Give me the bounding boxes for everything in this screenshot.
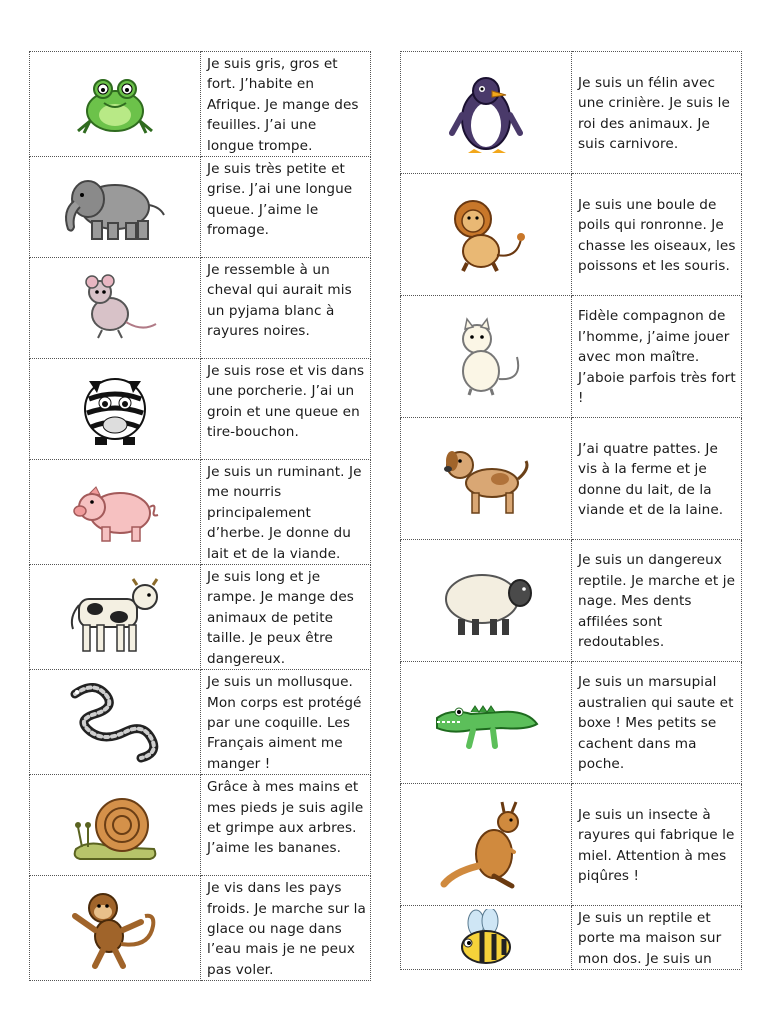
cow-icon: [65, 577, 165, 657]
card-text: Je suis un insecte à rayures qui fabrique le miel. Attention à mes piqûres !: [572, 784, 742, 906]
card-text: Je ressemble à un cheval qui aurait mis un pyjama blanc à rayures noires.: [201, 258, 371, 359]
snake-icon: [65, 680, 165, 764]
card-image-cell: [30, 258, 201, 359]
pig-icon: [68, 477, 163, 547]
penguin-icon: [446, 71, 526, 155]
lion-icon: [441, 195, 531, 275]
card-row: [401, 784, 742, 906]
card-row: [30, 775, 371, 876]
card-image-cell: [401, 784, 572, 906]
card-row: [30, 876, 371, 981]
card-text: Je suis une boule de poils qui ronronne. Je chasse les oiseaux, les poissons et les souris.: [572, 174, 742, 296]
bee-icon: [446, 909, 526, 967]
card-row: [30, 157, 371, 258]
mouse-icon: [70, 272, 160, 344]
frog-icon: [70, 69, 160, 139]
card-text: Je suis un dangereux reptile. Je marche et je nage. Mes dents affilées sont redoutables.: [572, 540, 742, 662]
card-row: [30, 670, 371, 775]
right-card-column: [400, 51, 742, 970]
cat-icon: [441, 317, 531, 397]
card-row: [401, 418, 742, 540]
card-text: Je vis dans les pays froids. Je marche sur la glace ou nage dans l’eau mais je ne peux pas voler.: [201, 876, 371, 981]
card-row: [30, 52, 371, 157]
card-text: Grâce à mes mains et mes pieds je suis agile et grimpe aux arbres. J’aime les bananes.: [201, 775, 371, 876]
card-row: [30, 460, 371, 565]
left-card-column: [29, 51, 371, 981]
sheep-icon: [436, 563, 536, 639]
card-text: Je suis gris, gros et fort. J’habite en Afrique. Je mange des feuilles. J’ai une longue trompe.: [201, 52, 371, 157]
card-text: Fidèle compagnon de l’homme, j’aime jouer avec mon maître. J’aboie parfois très fort !: [572, 296, 742, 418]
card-text: Je suis un félin avec une crinière. Je suis le roi des animaux. Je suis carnivore.: [572, 52, 742, 174]
card-row: [30, 359, 371, 460]
card-image-cell: [30, 565, 201, 670]
card-row: [401, 540, 742, 662]
card-text: Je suis un ruminant. Je me nourris principalement d’herbe. Je donne du lait et de la viande.: [201, 460, 371, 565]
card-image-cell: [30, 52, 201, 157]
card-row: [401, 662, 742, 784]
card-image-cell: [30, 157, 201, 258]
card-text: Je suis rose et vis dans une porcherie. J’ai un groin et une queue en tire-bouchon.: [201, 359, 371, 460]
card-image-cell: [401, 418, 572, 540]
card-image-cell: [401, 174, 572, 296]
card-text: Je suis un reptile et porte ma maison sur mon dos. Je suis un: [572, 906, 742, 970]
card-image-cell: [30, 775, 201, 876]
card-row: [401, 174, 742, 296]
card-row: [401, 52, 742, 174]
card-image-cell: [30, 460, 201, 565]
card-text: Je suis très petite et grise. J’ai une longue queue. J’aime le fromage.: [201, 157, 371, 258]
card-image-cell: [401, 52, 572, 174]
monkey-icon: [65, 886, 165, 970]
card-row: [401, 906, 742, 970]
zebra-icon: [75, 369, 155, 449]
card-text: Je suis un marsupial australien qui saute et boxe ! Mes petits se cachent dans ma poche.: [572, 662, 742, 784]
card-image-cell: [30, 670, 201, 775]
card-text: Je suis long et je rampe. Je mange des animaux de petite taille. Je peux être dangereux.: [201, 565, 371, 670]
card-row: [401, 296, 742, 418]
card-image-cell: [401, 540, 572, 662]
card-row: [30, 258, 371, 359]
elephant-icon: [60, 171, 170, 243]
card-image-cell: [401, 662, 572, 784]
kangaroo-icon: [438, 800, 534, 890]
card-text: J’ai quatre pattes. Je vis à la ferme et je donne du lait, de la viande et de la laine.: [572, 418, 742, 540]
card-image-cell: [30, 359, 201, 460]
card-row: [30, 565, 371, 670]
card-text: Je suis un mollusque. Mon corps est protégé par une coquille. Les Français aiment me manger !: [201, 670, 371, 775]
snail-icon: [70, 787, 160, 863]
crocodile-icon: [431, 688, 541, 758]
card-image-cell: [30, 876, 201, 981]
card-image-cell: [401, 906, 572, 970]
dog-icon: [438, 439, 534, 519]
card-image-cell: [401, 296, 572, 418]
